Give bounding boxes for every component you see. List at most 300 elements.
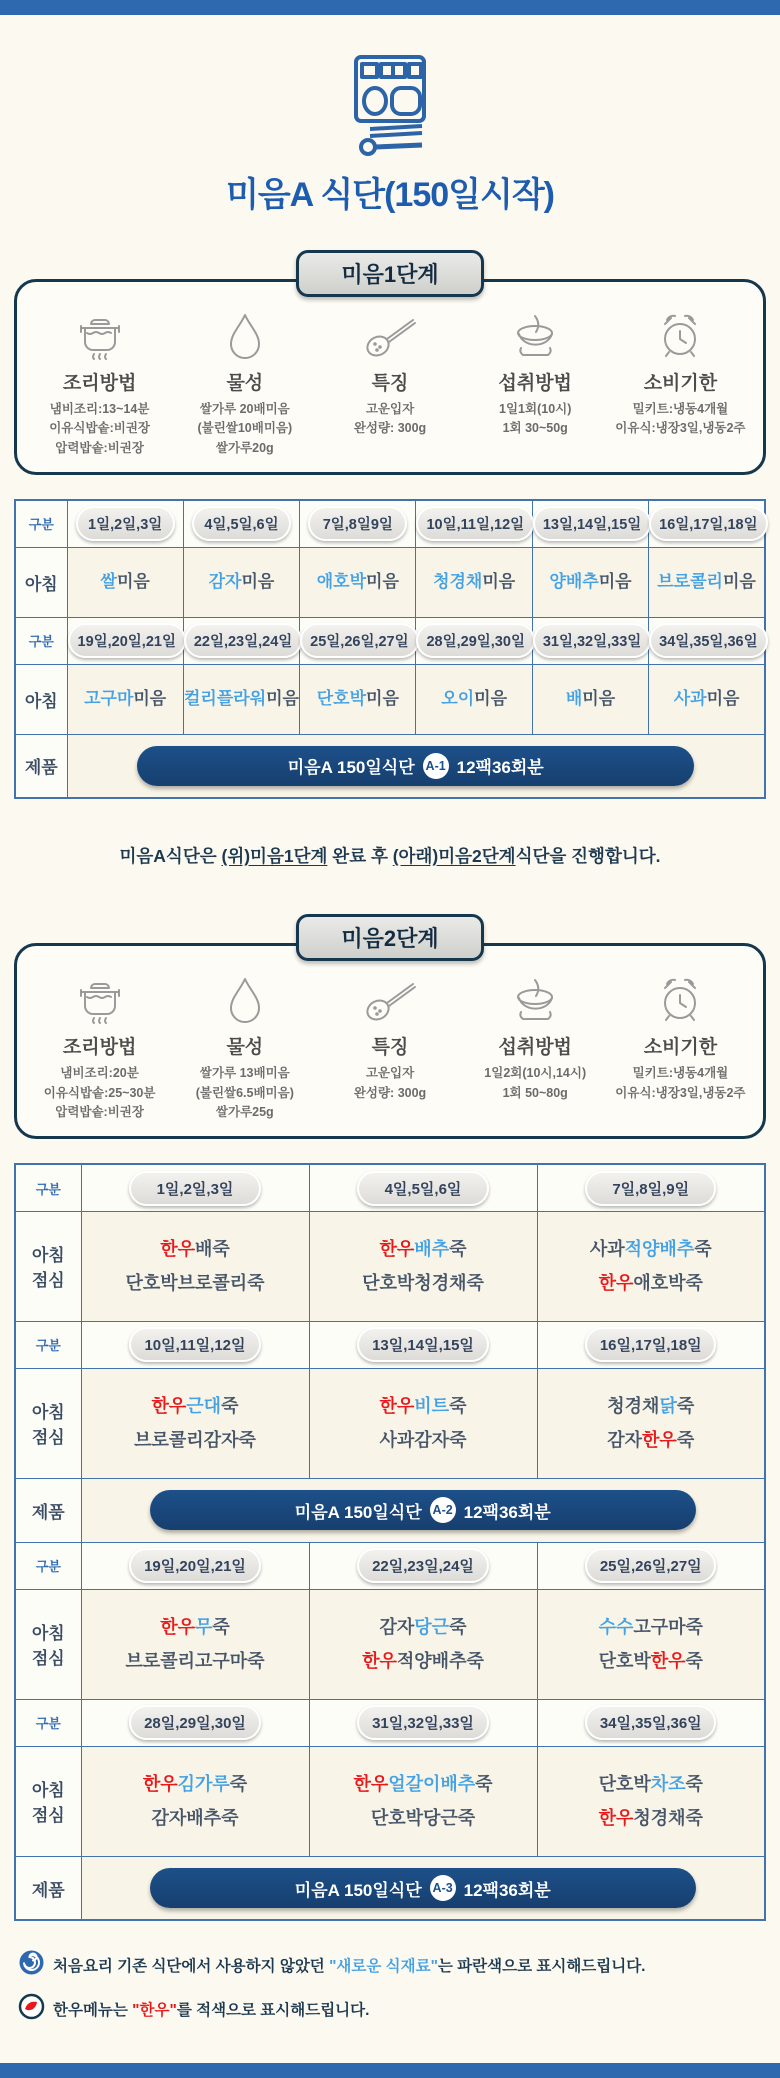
meal-cell [537,1589,765,1699]
days-cell [67,617,183,664]
text-segment: 쌀 [100,571,117,591]
meal-name [649,566,764,598]
days-cell [537,1321,765,1368]
day-range-pill: 13일,14일,15일 [357,1327,489,1362]
text-segment: 무 [195,1617,213,1638]
meal-name [82,1232,309,1266]
row-label: 아침 [15,547,67,617]
days-cell [300,500,416,547]
text-segment: 미음 [598,571,632,591]
hanu-badge-icon [18,1993,45,2025]
info-title: 특징 [371,373,409,394]
days-cell [183,500,299,547]
text-segment: 김가루 [177,1774,230,1795]
text-segment: 미음 [366,571,399,591]
stage-transition-note [0,843,780,868]
text-segment: 사과감자죽 [379,1430,467,1451]
meal-cell [81,1211,309,1321]
info-line: 1회 50~80g [502,1085,568,1100]
product-pill [150,1868,696,1908]
days-cell [416,617,532,664]
text-segment: 양배추 [549,571,599,591]
info-column-조리방법 [27,976,172,1122]
text-segment: 한우 [160,1617,195,1638]
meal-cell [67,664,183,734]
info-line: 쌀가루 13배미음 [199,1066,290,1081]
text-segment: 애호박죽 [633,1273,703,1294]
product-code-badge: A-3 [430,1875,456,1901]
row-label: 구분 [15,1164,81,1211]
row-label: 아침 점심 [15,1589,81,1699]
text-segment: 단호박 [316,688,367,708]
day-range-pill: 7일,8일,9일 [585,1171,716,1206]
days-cell [183,617,299,664]
text-segment: 애호박 [316,571,367,591]
footer-item [18,1993,762,2025]
stage1-info-box [14,279,766,475]
meal-name [533,566,648,598]
info-title: 섭취방법 [498,373,572,394]
days-cell [309,1542,537,1589]
info-line: 이유식:냉장3일,냉동2주 [615,1085,746,1100]
product-name: 미음A 150일식단 [294,1880,422,1900]
product-quantity: 12팩36회분 [463,1880,551,1900]
text-segment: 한우 [142,1774,178,1795]
meal-cell [81,1589,309,1699]
days-cell [537,1542,765,1589]
text-segment: 고구마 [84,688,134,708]
text-segment: 죽 [449,1239,467,1260]
stage1-badge: 미음1단계 [296,250,483,297]
info-line: 이유식밥솥:비권장 [49,421,150,436]
row-label: 구분 [15,1699,81,1746]
info-line: 쌀가루25g [215,1104,274,1119]
meal-cell [649,547,765,617]
day-range-pill: 7일,8일9일 [308,506,407,541]
product-name: 미음A 150일식단 [294,1502,422,1522]
text-segment: 죽 [676,1430,695,1451]
text-segment: 죽 [212,1617,230,1638]
meal-name [538,1389,765,1423]
meal-cell [532,664,648,734]
product-pill [150,1490,696,1530]
text-segment: 를 적색으로 표시해드립니다. [176,2002,370,2020]
product-cell [81,1478,765,1542]
text-segment: 죽 [449,1617,467,1638]
text-segment: 미음 [241,571,275,591]
text-segment: 브로콜리 [657,571,723,591]
meal-cell [537,1368,765,1478]
meal-name [310,1232,537,1266]
text-segment: 브로콜리감자죽 [134,1430,256,1451]
days-cell [537,1164,765,1211]
info-column-특징 [317,312,462,458]
text-segment: 죽 [221,1396,239,1417]
footer-text [53,1954,646,1976]
text-segment: 한우 [160,1239,195,1260]
row-label: 아침 [15,664,67,734]
spoon-icon [317,312,462,360]
meal-cell [309,1589,537,1699]
meal-name [82,1610,309,1644]
page-title: 미음A 식단(150일시작) [225,176,555,214]
meal-cell [67,547,183,617]
meal-name [184,566,299,598]
text-segment: 한우 [650,1651,686,1672]
info-line: 압력밥솥:비권장 [55,1104,144,1119]
info-line: 고운입자 [365,402,415,416]
info-line: (불린쌀6.5배미음) [195,1085,294,1100]
meal-name [416,683,531,715]
text-segment: 한우 [379,1396,415,1417]
row-label: 제품 [15,734,67,798]
info-title: 소비기한 [643,1037,718,1059]
bowl-icon [463,976,608,1024]
text-segment: 죽 [685,1651,703,1672]
meal-name [82,1423,309,1457]
days-cell [649,500,765,547]
stage2-section [14,914,766,1139]
text-segment: 단호박청경채죽 [362,1273,484,1294]
row-label: 아침 점심 [15,1211,81,1321]
footer-legend [18,1949,762,2025]
product-pill [137,746,694,786]
note-segment: 완료 후 [327,846,393,867]
meal-cell [416,547,532,617]
text-segment: 죽 [685,1774,703,1795]
row-label: 제품 [15,1856,81,1920]
text-segment: 미음 [474,688,507,708]
text-segment: 사과 [673,688,707,708]
text-segment: 한우 [151,1396,187,1417]
info-column-물성 [172,976,317,1122]
days-cell [81,1542,309,1589]
text-segment: 미음 [722,571,756,591]
meal-name [82,1266,309,1300]
info-title: 물성 [226,1037,264,1059]
text-segment: 한우 [362,1651,397,1672]
day-range-pill: 16일,17일,18일 [649,506,767,541]
info-line: 1일1회(10시) [499,402,572,416]
text-segment: 수수 [598,1617,634,1638]
note-segment: 식단을 진행합니다. [515,846,661,867]
text-segment: 한우 [598,1808,634,1829]
info-column-조리방법 [27,312,172,458]
text-segment: "새로운 식재료" [329,1958,438,1976]
info-title: 섭취방법 [498,1037,572,1059]
info-line: 밀키트:냉동4개월 [632,402,729,416]
meal-name [310,1266,537,1300]
info-title: 조리방법 [62,1037,137,1059]
days-cell [416,500,532,547]
spoon-icon [317,976,462,1024]
text-segment: 배죽 [195,1239,230,1260]
text-segment: 당근 [414,1617,450,1638]
meal-name [184,683,299,715]
text-segment: 죽 [694,1239,712,1260]
day-range-pill: 22일,23일,24일 [357,1548,489,1583]
text-segment: 한우메뉴는 [53,2002,133,2020]
text-segment: 차조 [650,1774,686,1795]
meal-name [538,1767,765,1801]
info-column-소비기한 [608,976,753,1122]
product-cell [81,1856,765,1920]
bowl-icon [463,312,608,360]
meal-cell [81,1746,309,1856]
meal-cell [309,1368,537,1478]
product-quantity: 12팩36회분 [463,1502,551,1522]
meal-name [538,1423,765,1457]
text-segment: 미음 [133,688,167,708]
pot-icon [27,976,172,1024]
days-cell [309,1164,537,1211]
meal-name [82,1389,309,1423]
meal-name [310,1644,537,1678]
meal-name [649,683,764,715]
note-segment: 미음A식단은 [119,846,222,867]
product-name: 미음A 150일식단 [287,758,415,778]
day-range-pill: 16일,17일,18일 [585,1327,716,1362]
info-column-섭취방법 [463,976,608,1122]
stage2-info-box [14,943,766,1139]
days-cell [532,617,648,664]
info-column-섭취방법 [463,312,608,458]
drop-icon [172,976,317,1024]
day-range-pill: 28일,29일,30일 [129,1705,261,1740]
meal-name [538,1232,765,1266]
day-range-pill: 28일,29일,30일 [416,623,534,658]
meal-cell [309,1746,537,1856]
meal-name [310,1389,537,1423]
text-segment: 미음 [582,688,616,708]
meal-cell [300,664,416,734]
day-range-pill: 25일,26일,27일 [300,623,418,658]
text-segment: 한우 [598,1273,634,1294]
days-cell [537,1699,765,1746]
text-segment: 한우 [379,1239,415,1260]
row-label: 구분 [15,500,67,547]
days-cell [309,1699,537,1746]
stage1-table [14,499,766,799]
text-segment: 미음 [706,688,740,708]
text-segment: "한우" [132,2002,177,2020]
footer-text [53,1998,369,2020]
text-segment: 처음요리 기존 식단에서 사용하지 않았던 [53,1958,330,1976]
info-line: 완성량: 300g [353,421,427,436]
day-range-pill: 34일,35일,36일 [585,1705,716,1740]
text-segment: 미음 [482,571,516,591]
meal-cell [416,664,532,734]
meal-cell [300,547,416,617]
meal-cell [532,547,648,617]
text-segment: 근대 [186,1396,222,1417]
meal-cell [649,664,765,734]
info-line: 이유식:냉장3일,냉동2주 [615,421,746,436]
day-range-pill: 10일,11일,12일 [129,1327,261,1362]
info-line: 완성량: 300g [353,1085,427,1100]
text-segment: 감자 [379,1617,415,1638]
text-segment: 감자 [607,1430,643,1451]
text-segment: 비트 [414,1396,450,1417]
info-column-물성 [172,312,317,458]
text-segment: 감자 [208,571,242,591]
drop-icon [172,312,317,360]
meal-name [300,566,415,598]
text-segment: 한우 [642,1430,677,1451]
meal-name [538,1801,765,1835]
footer-item [18,1949,762,1981]
text-segment: 배추 [414,1239,450,1260]
baby-food-tray-icon [0,53,780,157]
days-cell [532,500,648,547]
text-segment: 고구마죽 [633,1617,703,1638]
meal-cell [309,1211,537,1321]
meal-name [82,1644,309,1678]
days-cell [67,500,183,547]
meal-cell [81,1368,309,1478]
product-code-badge: A-2 [430,1497,456,1523]
text-segment: 죽 [676,1396,695,1417]
text-segment: 죽 [475,1774,493,1795]
product-quantity: 12팩36회분 [456,758,544,778]
hero [0,15,780,216]
meal-name [310,1767,537,1801]
day-range-pill: 31일,32일,33일 [533,623,651,658]
text-segment: 적양배추죽 [396,1651,484,1672]
info-title: 소비기한 [643,373,718,394]
days-cell [309,1321,537,1368]
clock-icon [608,312,753,360]
day-range-pill: 19일,20일,21일 [129,1548,261,1583]
day-range-pill: 13일,14일,15일 [533,506,651,541]
meal-cell [537,1746,765,1856]
day-range-pill: 34일,35일,36일 [649,623,767,658]
text-segment: 오이 [441,688,475,708]
pot-icon [27,312,172,360]
stage1-section [14,250,766,475]
info-line: 냄비조리:13~14분 [49,402,150,416]
clock-icon [608,976,753,1024]
info-title: 조리방법 [62,373,137,394]
meal-cell [537,1211,765,1321]
text-segment: 단호박 [598,1774,651,1795]
text-segment: 미음 [366,688,399,708]
day-range-pill: 4일,5일,6일 [357,1171,489,1206]
info-title: 특징 [371,1037,409,1059]
meal-name [300,683,415,715]
row-label: 아침 점심 [15,1746,81,1856]
day-range-pill: 4일,5일,6일 [192,506,291,541]
days-cell [300,617,416,664]
day-range-pill: 19일,20일,21일 [68,623,186,658]
info-line: 이유식밥솥:25~30분 [43,1085,156,1100]
info-line: 밀키트:냉동4개월 [632,1066,729,1081]
meal-name [68,566,183,598]
days-cell [81,1699,309,1746]
info-line: 고운입자 [365,1066,415,1081]
text-segment: 청경채 [433,571,483,591]
text-segment: 적양배추 [624,1239,695,1260]
swirl-badge-icon [18,1949,45,1981]
meal-name [538,1266,765,1300]
top-accent-bar [0,0,780,15]
text-segment: 컬리플라워 [184,688,267,708]
row-label: 구분 [15,617,67,664]
text-segment: 브로콜리고구마죽 [125,1651,265,1672]
text-segment: 닭 [659,1396,677,1417]
bottom-accent-bar [0,2063,780,2078]
info-title: 물성 [226,373,264,394]
day-range-pill: 31일,32일,33일 [357,1705,489,1740]
meal-cell [183,547,299,617]
text-segment: 단호박당근죽 [370,1808,476,1829]
text-segment: 청경채 [607,1396,660,1417]
meal-name [310,1801,537,1835]
meal-name [533,683,648,715]
text-segment: 는 파란색으로 표시해드립니다. [437,1958,646,1976]
day-range-pill: 25일,26일,27일 [585,1548,716,1583]
meal-name [538,1610,765,1644]
text-segment: 미음 [266,688,299,708]
text-segment: 사과 [589,1239,625,1260]
stage2-table [14,1163,766,1921]
text-segment: 얼갈이배추 [388,1774,476,1795]
day-range-pill: 1일,2일,3일 [76,506,175,541]
meal-name [416,566,531,598]
text-segment: 단호박브로콜리죽 [125,1273,265,1294]
info-line: 압력밥솥:비권장 [55,440,144,455]
text-segment: 한우 [353,1774,389,1795]
info-line: (불린쌀10배미음) [197,421,293,436]
stage2-badge: 미음2단계 [296,914,483,961]
info-line: 1일2회(10시,14시) [484,1066,587,1081]
text-segment: 감자배추죽 [151,1808,239,1829]
text-segment: 청경채죽 [633,1808,703,1829]
info-column-소비기한 [608,312,753,458]
day-range-pill: 10일,11일,12일 [416,506,534,541]
note-segment: (아래)미음2단계 [392,846,516,867]
meal-name [68,683,183,715]
row-label: 제품 [15,1478,81,1542]
info-line: 1회 30~50g [502,421,568,436]
meal-name [310,1610,537,1644]
meal-name [82,1767,309,1801]
text-segment: 단호박 [598,1651,651,1672]
day-range-pill: 22일,23일,24일 [184,623,302,658]
days-cell [81,1321,309,1368]
meal-name [82,1801,309,1835]
text-segment: 미음 [116,571,150,591]
days-cell [81,1164,309,1211]
row-label: 구분 [15,1321,81,1368]
info-line: 쌀가루20g [215,440,274,455]
row-label: 아침 점심 [15,1368,81,1478]
meal-name [310,1423,537,1457]
text-segment: 죽 [229,1774,248,1795]
product-cell [67,734,765,798]
text-segment: 죽 [449,1396,467,1417]
note-segment: (위)미음1단계 [221,846,328,867]
info-line: 냄비조리:20분 [60,1066,139,1081]
info-column-특징 [317,976,462,1122]
meal-name [538,1644,765,1678]
day-range-pill: 1일,2일,3일 [129,1171,261,1206]
text-segment: 배 [565,688,583,708]
row-label: 구분 [15,1542,81,1589]
product-code-badge: A-1 [423,753,449,779]
info-line: 쌀가루 20배미음 [199,402,290,416]
days-cell [649,617,765,664]
